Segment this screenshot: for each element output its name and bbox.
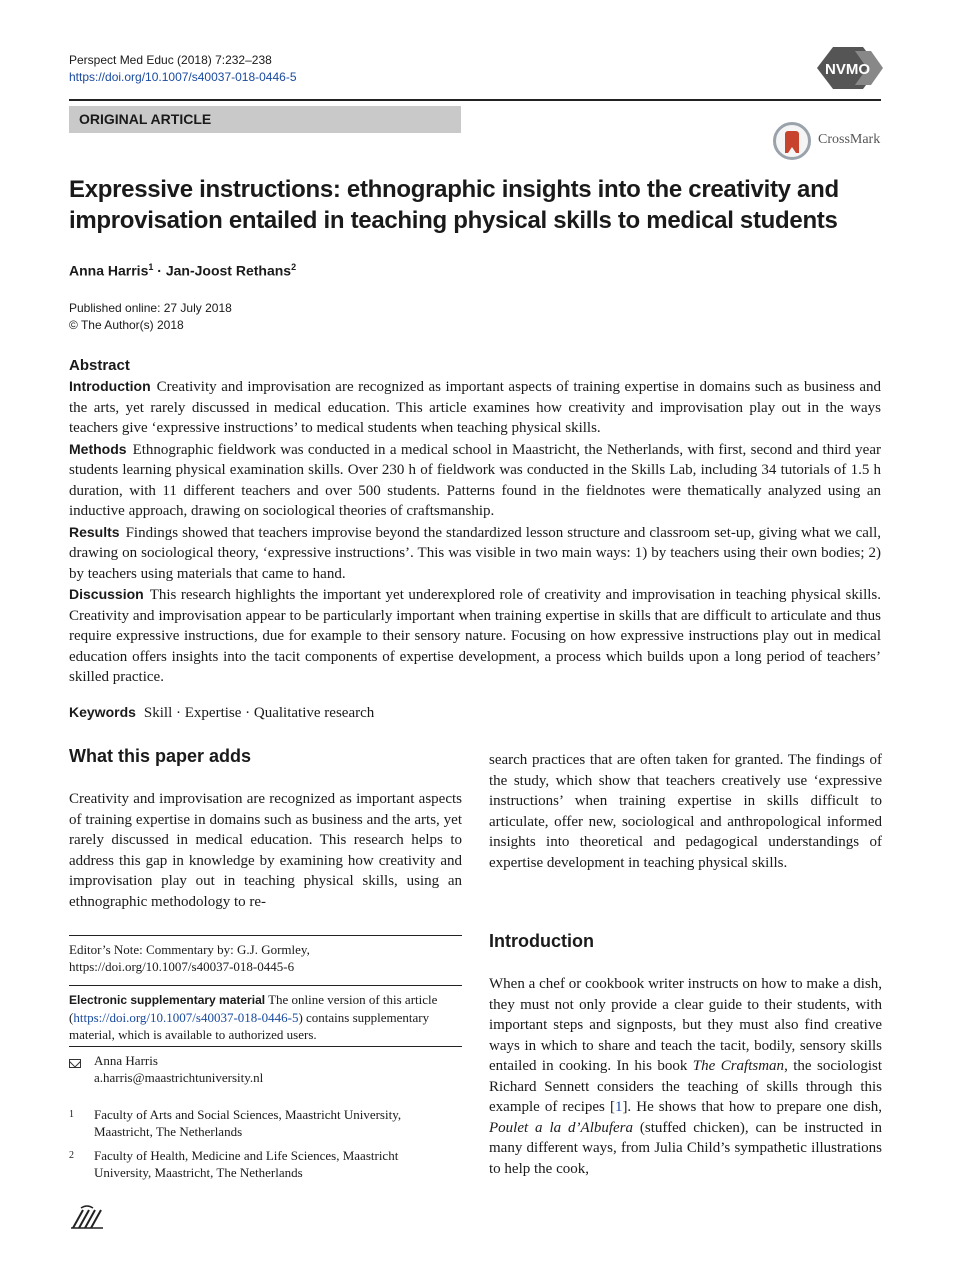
affiliation-2 <box>69 1147 462 1181</box>
abstract-section-text: Findings showed that teachers improvise beyond the standardized lesson structure and classroom set-up, giving what we call, drawing on sociological theory, ‘expressive instructions’. This was visible in two main ways: 1) by teachers using their own bodies; 2) by teachers using materials that came to hand. <box>69 524 881 582</box>
editor-note-rule <box>69 935 462 936</box>
article-title-line-2: improvisation entailed in teaching physical skills to medical students <box>69 207 838 234</box>
editor-note <box>69 941 462 975</box>
author-separator: · <box>153 262 166 279</box>
what-adds-text: Creativity and improvisation are recognized as important aspects of training expertise in domains such as business and the arts, yet rarely discussed in medical education. This research helps to address this gap in knowledge by examining how creativity and improvisation play out in teaching physical skills, using an ethnographic methodology to re- <box>69 791 462 910</box>
publication-info <box>69 300 232 334</box>
supplementary-rule <box>69 985 462 986</box>
author-affiliation-ref: 2 <box>291 262 297 272</box>
author-name[interactable]: Jan-Joost Rethans <box>165 262 292 279</box>
right-column-continuation <box>489 750 882 873</box>
journal-citation: Perspect Med Educ (2018) 7:232–238 <box>69 53 272 67</box>
keywords-text: Skill · Expertise · Qualitative research <box>143 705 375 721</box>
affiliation-number: 2 <box>69 1150 74 1161</box>
abstract-section-label: Introduction <box>69 378 151 394</box>
introduction-heading: Introduction <box>489 931 594 951</box>
intro-dish-name: Poulet a la d’Albufera <box>489 1119 634 1136</box>
abstract <box>69 356 881 688</box>
abstract-methods <box>69 439 881 522</box>
editor-note-doi[interactable]: https://doi.org/10.1007/s40037-018-0445-6 <box>69 959 295 974</box>
crossmark-label: CrossMark <box>818 132 881 147</box>
what-adds-continuation: search practices that are often taken for granted. The findings of the study, which show that teachers creatively use ‘expressive instructions’ when training expertise in skills difficult to articulate, offer new, sociological and anthropological informed insights into theoretical and pedagogical understandings of expertise development in teaching physical skills. <box>489 752 882 871</box>
abstract-results <box>69 522 881 585</box>
springer-logo-icon <box>69 1204 105 1230</box>
supplementary-label: Electronic supplementary material <box>69 993 266 1007</box>
supplementary-text-2: ) contains supplementary material, which is available to authorized users. <box>69 1010 430 1042</box>
journal-header <box>69 52 297 86</box>
author-name[interactable]: Anna Harris <box>69 262 149 279</box>
abstract-section-text: Creativity and improvisation are recognized as important aspects of training expertise in domains such as business and the arts, yet rarely discussed in medical education. This article examines how creativity and improvisation play out in the ways teachers give ‘expressive instructions’ to medical students when teaching physical skills. <box>69 379 881 436</box>
supplementary-material <box>69 991 462 1043</box>
correspondence-email[interactable]: a.harris@maastrichtuniversity.nl <box>94 1070 264 1085</box>
crossmark-icon <box>773 122 811 160</box>
abstract-introduction <box>69 376 881 439</box>
author-list <box>69 262 296 279</box>
abstract-section-label: Results <box>69 523 120 540</box>
supplementary-text-1: The online version of this article ( <box>69 992 438 1025</box>
intro-text-3: ]. He shows that how to prepare one dish, <box>622 1099 882 1115</box>
abstract-section-text: Ethnographic fieldwork was conducted in a medical school in Maastricht, the Netherlands, with first, second and third year students learning physical examination skills. Over 230 h of fieldwork was conducted in the Skills Lab, including 34 tutorials of 1.5 h duration, with 11 different teachers and over 500 students. Patterns found in the fieldnotes were thematically analyzed using an inductive approach, drawing on sociological theories of craftsmanship. <box>69 441 881 519</box>
header-rule <box>69 99 881 101</box>
correspondence-rule <box>69 1046 462 1047</box>
intro-text-4: (stuffed chicken), can be instructed in many different ways, from Julia Child’s sympathetic illustrations to help the cook, <box>489 1119 883 1177</box>
affiliation-text: Faculty of Arts and Social Sciences, Maastricht University, Maastricht, The Netherlands <box>94 1107 402 1139</box>
what-adds-heading: What this paper adds <box>69 746 252 766</box>
introduction-paragraph <box>489 974 882 1179</box>
what-this-paper-adds <box>69 746 462 912</box>
article-doi-link[interactable]: https://doi.org/10.1007/s40037-018-0446-5 <box>69 70 297 84</box>
nvmo-logo-text: NVMO <box>825 61 870 78</box>
intro-text-1: When a chef or cookbook writer instructs on how to make a dish, they must not only provide a clear guide to their students, with important steps and signposts, but they must also find creative ways in which to share and teach the tacit, bodily, sensory skills entailed in cooking. In his book <box>489 976 882 1074</box>
affiliation-number: 1 <box>69 1109 74 1120</box>
keywords-label: Keywords <box>69 704 136 720</box>
introduction-section <box>489 931 882 1179</box>
keywords <box>69 704 374 722</box>
article-title-line-1: Expressive instructions: ethnographic insights into the creativity and <box>69 176 839 203</box>
intro-book-title: The Craftsman <box>692 1058 785 1074</box>
nvmo-logo <box>815 45 885 91</box>
supplementary-link[interactable]: https://doi.org/10.1007/s40037-018-0446-5 <box>73 1010 299 1025</box>
affiliation-text: Faculty of Health, Medicine and Life Sciences, Maastricht University, Maastricht, The Netherlands <box>94 1148 399 1180</box>
crossmark-badge[interactable] <box>773 122 885 162</box>
abstract-discussion <box>69 584 881 688</box>
correspondence <box>69 1052 462 1086</box>
published-date: Published online: 27 July 2018 <box>69 301 232 315</box>
article-title <box>69 174 869 236</box>
abstract-section-text: This research highlights the important yet underexplored role of creativity and improvisation in teaching physical skills. Creativity and improvisation appear to be particularly important when training expertise in skills that are difficult to articulate and thus require expressive instructions, due for example to their sensory nature. Focusing on how expressive instructions play out in medical education offers insights into the tacit components of expertise development, a process which builds upon a long period of teachers’ skilled practice. <box>69 587 881 685</box>
envelope-icon <box>69 1059 81 1068</box>
abstract-section-label: Discussion <box>69 586 144 602</box>
abstract-section-label: Methods <box>69 440 127 457</box>
editor-note-line-1: Editor’s Note: Commentary by: G.J. Gormley, <box>69 942 310 957</box>
affiliation-1 <box>69 1106 462 1140</box>
author-affiliation-ref: 1 <box>148 262 154 272</box>
abstract-heading: Abstract <box>69 357 130 374</box>
copyright-notice: © The Author(s) 2018 <box>69 318 184 332</box>
article-type-banner: ORIGINAL ARTICLE <box>69 106 461 133</box>
correspondence-name: Anna Harris <box>94 1053 158 1068</box>
intro-text-2: , the sociologist Richard Sennett considers the teaching of skills through this example of recipes [ <box>489 1058 882 1115</box>
citation-ref[interactable]: 1 <box>614 1099 623 1115</box>
